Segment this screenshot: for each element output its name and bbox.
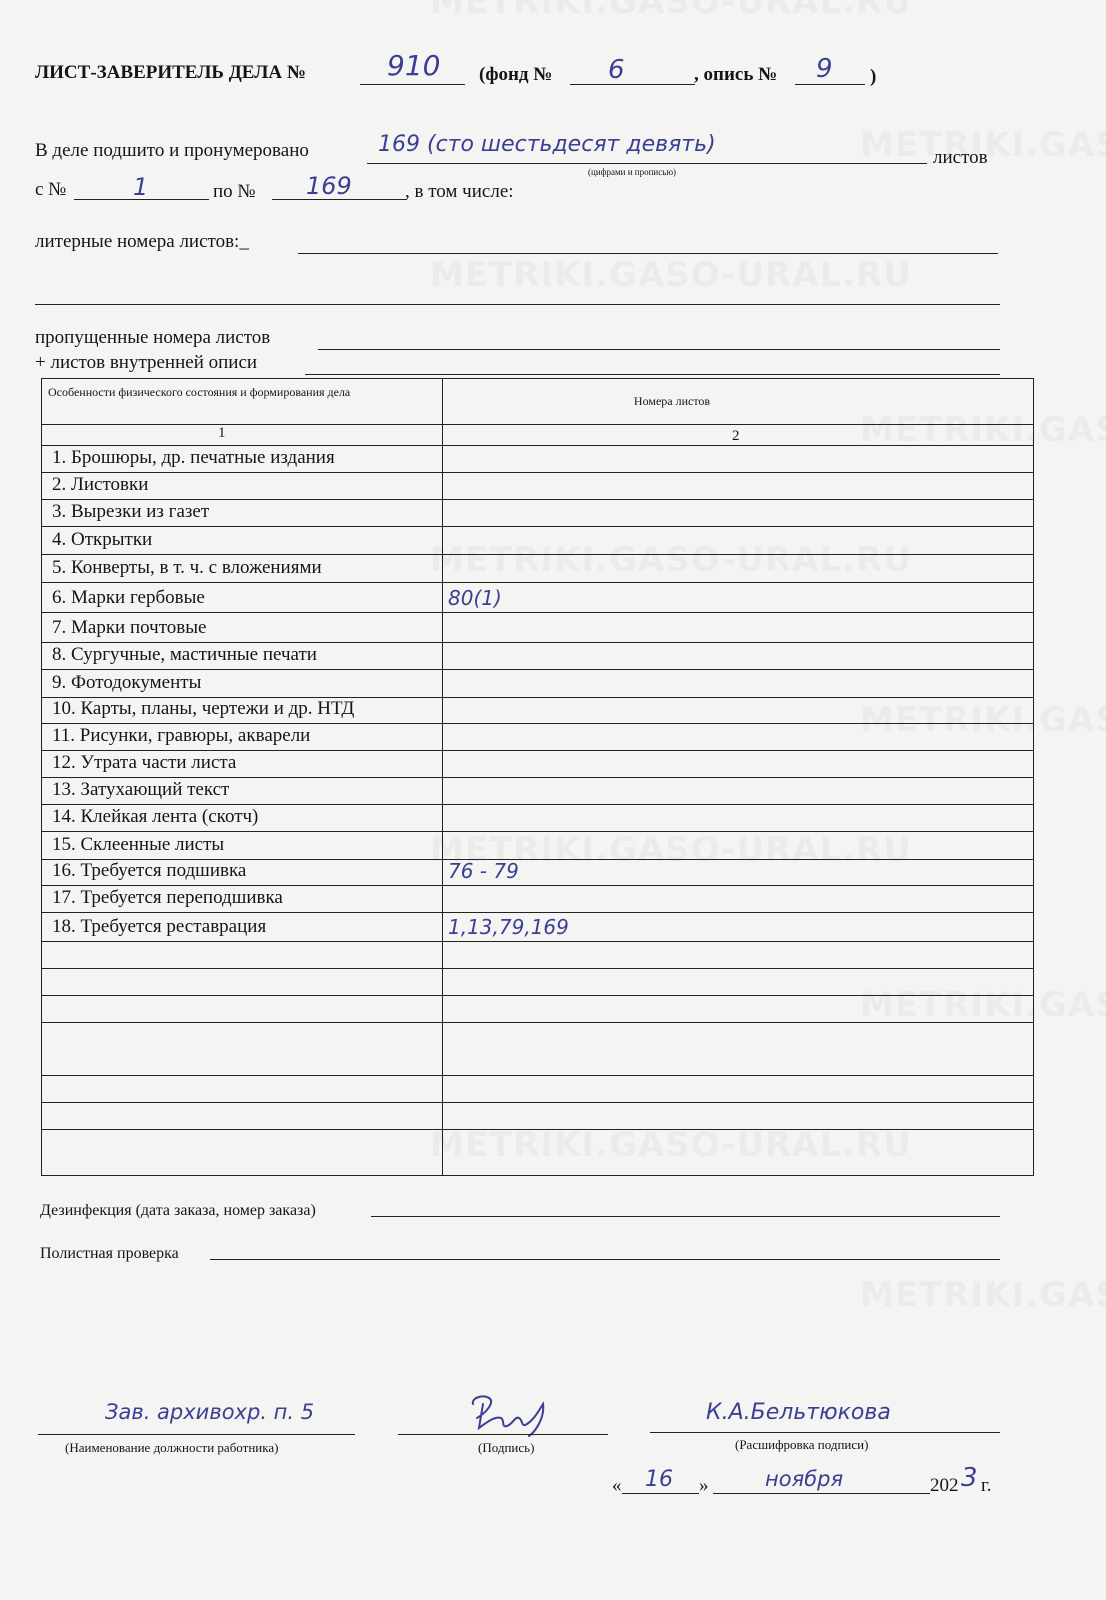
table-rule bbox=[42, 554, 1033, 555]
sheets-count-handwritten: 169 (сто шестьдесят девять) bbox=[378, 132, 716, 157]
date-year-suffix: г. bbox=[981, 1475, 992, 1496]
date-month: ноября bbox=[765, 1467, 844, 1491]
table-row-label: 3. Вырезки из газет bbox=[52, 501, 210, 522]
position-caption: (Наименование должности работника) bbox=[65, 1440, 279, 1455]
signature-blank bbox=[398, 1434, 608, 1435]
including-label: , в том числе: bbox=[405, 181, 514, 202]
table-row-label: 13. Затухающий текст bbox=[52, 779, 230, 800]
table-row-label: 1. Брошюры, др. печатные издания bbox=[52, 447, 335, 468]
table-rule bbox=[42, 499, 1033, 500]
table-row-label: 15. Склеенные листы bbox=[52, 834, 225, 855]
date-month-blank bbox=[713, 1493, 930, 1494]
column-2-header: Номера листов bbox=[633, 394, 711, 408]
table-row-value: 76 - 79 bbox=[448, 859, 519, 883]
check-blank bbox=[210, 1259, 1000, 1260]
table-row-label: 17. Требуется переподшивка bbox=[52, 887, 283, 908]
date-day: 16 bbox=[645, 1467, 673, 1492]
case-number: 910 bbox=[387, 49, 441, 82]
table-rule bbox=[42, 582, 1033, 583]
table-row-label: 10. Карты, планы, чертежи и др. НТД bbox=[52, 698, 355, 719]
column-2-number: 2 bbox=[732, 428, 740, 444]
sheets-intro: В деле подшито и пронумеровано bbox=[35, 140, 309, 161]
literal-numbers-blank-2 bbox=[35, 304, 1000, 305]
table-rule bbox=[42, 941, 1033, 942]
table-row-label: 9. Фотодокументы bbox=[52, 672, 202, 693]
date-year-digit: 3 bbox=[961, 1463, 978, 1493]
opis-number: 9 bbox=[816, 54, 833, 84]
from-number: 1 bbox=[133, 173, 149, 201]
header-rule-col1 bbox=[42, 424, 442, 425]
fond-number-blank bbox=[570, 84, 695, 85]
table-rule bbox=[42, 526, 1033, 527]
disinfection-label: Дезинфекция (дата заказа, номер заказа) bbox=[40, 1202, 316, 1219]
case-number-blank bbox=[360, 84, 465, 85]
watermark bbox=[860, 1275, 1106, 1315]
table-rule bbox=[42, 612, 1033, 613]
fond-number: 6 bbox=[608, 55, 625, 85]
position-blank bbox=[38, 1434, 355, 1435]
to-number: 169 bbox=[306, 172, 352, 200]
table-row-label: 4. Открытки bbox=[52, 529, 153, 550]
date-day-blank bbox=[622, 1493, 699, 1494]
table-row-label: 2. Листовки bbox=[52, 474, 149, 495]
table-rule bbox=[42, 831, 1033, 832]
literal-numbers-label: литерные номера листов:_ bbox=[35, 231, 249, 252]
fond-label: (фонд № bbox=[479, 64, 553, 85]
table-row-label: 11. Рисунки, гравюры, акварели bbox=[52, 725, 311, 746]
table-rule bbox=[42, 995, 1033, 996]
date-year-prefix: 202 bbox=[930, 1475, 959, 1496]
table-row-label: 12. Утрата части листа bbox=[52, 752, 237, 773]
inner-inventory-blank bbox=[305, 374, 1000, 375]
table-rule bbox=[42, 1022, 1033, 1023]
column-1-number: 1 bbox=[218, 425, 226, 441]
name-blank bbox=[650, 1432, 1000, 1433]
from-label: с № bbox=[35, 179, 67, 200]
table-rule bbox=[42, 642, 1033, 643]
table-row-label: 18. Требуется реставрация bbox=[52, 916, 267, 937]
page-title: ЛИСТ-ЗАВЕРИТЕЛЬ ДЕЛА № bbox=[35, 62, 306, 83]
name-handwritten: К.А.Бельтюкова bbox=[706, 1400, 891, 1425]
date-close-quote: » bbox=[699, 1475, 709, 1496]
table-row-label: 16. Требуется подшивка bbox=[52, 860, 247, 881]
table-rule bbox=[42, 1075, 1033, 1076]
table-rule bbox=[42, 750, 1033, 751]
name-caption: (Расшифровка подписи) bbox=[735, 1437, 869, 1452]
to-label: по № bbox=[213, 181, 256, 202]
table-rule bbox=[42, 968, 1033, 969]
table-rule bbox=[42, 885, 1033, 886]
position-handwritten: Зав. архивохр. п. 5 bbox=[105, 1400, 315, 1424]
table-rule bbox=[42, 669, 1033, 670]
signature-mark bbox=[465, 1388, 575, 1438]
table-rule bbox=[42, 723, 1033, 724]
inner-inventory-label: + листов внутренней описи bbox=[35, 352, 258, 373]
table-row-value: 80(1) bbox=[448, 586, 502, 610]
table-row-label: 5. Конверты, в т. ч. с вложениями bbox=[52, 557, 322, 578]
watermark bbox=[430, 255, 912, 295]
table-rule bbox=[42, 804, 1033, 805]
table-rule bbox=[42, 1102, 1033, 1103]
date-open-quote: « bbox=[612, 1475, 622, 1496]
sheets-count-caption: (цифрами и прописью) bbox=[588, 167, 677, 177]
condition-table bbox=[41, 378, 1034, 1176]
table-rule bbox=[42, 472, 1033, 473]
table-rule bbox=[42, 777, 1033, 778]
table-row-value: 1,13,79,169 bbox=[448, 915, 569, 939]
disinfection-blank bbox=[371, 1216, 1000, 1217]
check-label: Полистная проверка bbox=[40, 1245, 179, 1262]
literal-numbers-blank bbox=[298, 253, 998, 254]
table-row-label: 7. Марки почтовые bbox=[52, 617, 207, 638]
table-row-label: 8. Сургучные, мастичные печати bbox=[52, 644, 317, 665]
table-rule bbox=[42, 1129, 1033, 1130]
close-paren: ) bbox=[870, 66, 877, 87]
opis-label: , опись № bbox=[694, 64, 778, 85]
table-rule bbox=[42, 912, 1033, 913]
missing-numbers-blank bbox=[318, 349, 1000, 350]
header-rule-col2 bbox=[442, 424, 1033, 425]
opis-number-blank bbox=[795, 84, 865, 85]
signature-caption: (Подпись) bbox=[478, 1440, 535, 1455]
watermark bbox=[430, 0, 912, 22]
column-1-header: Особенности физического состояния и формирования дела bbox=[48, 385, 351, 399]
table-rule bbox=[42, 445, 1033, 446]
missing-numbers-label: пропущенные номера листов bbox=[35, 327, 271, 348]
table-row-label: 6. Марки гербовые bbox=[52, 587, 205, 608]
table-row-label: 14. Клейкая лента (скотч) bbox=[52, 806, 259, 827]
sheets-suffix: листов bbox=[933, 147, 988, 168]
sheets-count-blank bbox=[367, 163, 927, 164]
